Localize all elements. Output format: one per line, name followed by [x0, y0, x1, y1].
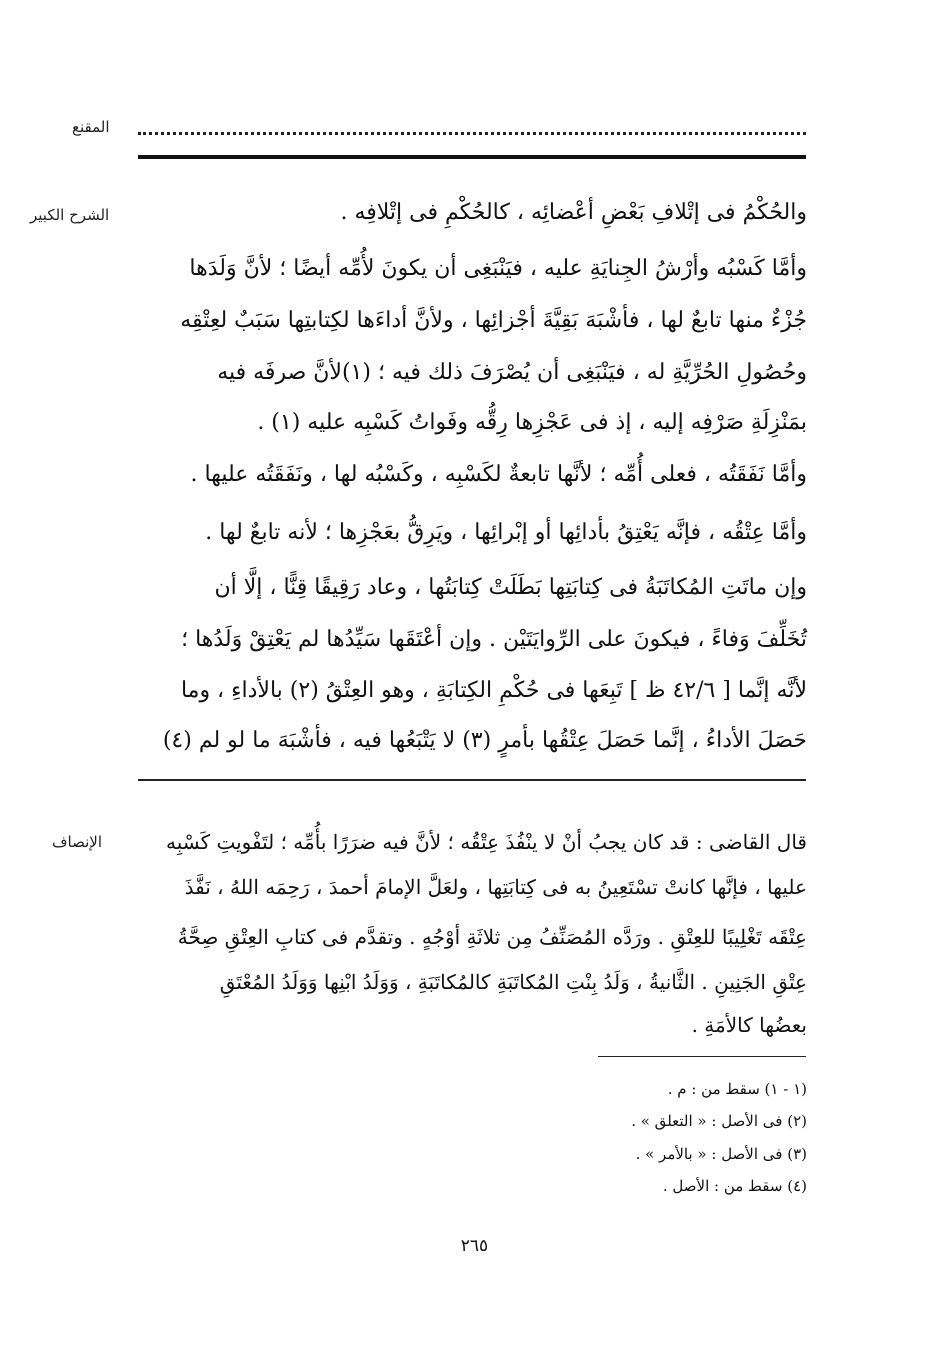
sharh-line: جُزْءٌ منها تابعٌ لها ، فأشْبَهَ بَقِيَّةَ أجْزائِها ، ولأنَّ أداءَها لكِتابتِها سَبَبٌ لعِتْقِه [180, 308, 807, 333]
header-rule [138, 155, 806, 159]
footnote: (٢) فى الأصل : « التعلق » . [631, 1112, 807, 1130]
sharh-line: وأمَّا عِتْقُه ، فإنَّه يَعْتِقُ بأدائِها أو إبْرائِها ، ويَرِقُّ بعَجْزِها ؛ لأنه تابعٌ لها . [205, 520, 807, 545]
sharh-line: تُخَلِّفَ وَفاءً ، فيكونَ على الرِّوايَتَيْن . وإن أعْتَقَها سَيِّدُها لم يَعْتِقْ وَلَدُها ؛ [181, 627, 807, 652]
insaf-line: عليها ، فإنَّها كانتْ تسْتَعِينُ به فى كِتابَتِها ، ولعَلَّ الإمامَ أحمدَ ، رَحِمَه اللهُ ، نَفَّذَ [184, 875, 807, 899]
sharh-line: وإن ماتَتِ المُكاتَبَةُ فى كِتابَتِها بَطَلَتْ كِتابَتُها ، وعاد رَقِيقًا قِنًّا ، إلَّا أن [214, 575, 807, 600]
footnote: (١ - ١) سقط من : م . [667, 1080, 807, 1098]
page-number: ٢٦٥ [460, 1236, 489, 1256]
header-dotted-leader [138, 118, 806, 135]
sharh-line: وحُصُولِ الحُرِّيَّةِ له ، فيَنْبَغِى أن يُصْرَفَ ذلك فيه ؛ (١)لأنَّ صرفَه فيه [217, 360, 807, 385]
insaf-line: قال القاضى : قد كان يجبُ أنْ لا ينْفُذَ عِتْقُه ؛ لأنَّ فيه ضرَرًا بأُمِّه ؛ لتَفْويتِ كَسْبِه [165, 830, 807, 854]
insaf-line: عِتْقِ الجَنِينِ . الثَّانيةُ ، وَلَدُ بِنْتِ المُكاتَبَةِ كالمُكاتَبَةِ ، وَوَلَدُ ابْنِها وَوَلَدُ المُعْتَقِ [219, 970, 807, 994]
sharh-line: وأمَّا نَفَقَتُه ، فعلى أُمِّه ؛ لأنَّها تابعةٌ لكَسْبِه ، وكَسْبُه لها ، ونَفَقَتُه عليها . [190, 462, 807, 487]
insaf-line: عِتْقَه تَغْلِيبًا للعِتْقِ . ورَدَّه المُصَنِّفُ مِن ثلاثَةِ أوْجُهٍ . وتقدَّم فى كتابِ العِتْقِ صِحَّةُ [177, 925, 807, 949]
section-divider [138, 779, 806, 781]
footnote: (٤) سقط من : الأصل . [662, 1177, 807, 1195]
sharh-line: وأمَّا كَسْبُه وأرْشُ الجِنايَةِ عليه ، فيَنْبَغِى أن يكونَ لأُمِّه أيضًا ؛ لأنَّ وَلَدَها [189, 256, 807, 281]
footnote: (٣) فى الأصل : « بالأمر » . [635, 1145, 807, 1163]
running-title: المقنع [72, 118, 110, 136]
margin-label-sharh: الشرح الكبير [30, 206, 110, 224]
margin-label-insaf: الإنصاف [52, 833, 103, 851]
sharh-line: حَصَلَ الأداءُ ، إنَّما حَصَلَ عِتْقُها بأمرٍ (٣) لا يَتْبَعُها فيه ، فأشْبَهَ ما لو لم (٤) [162, 728, 807, 753]
sharh-line: لأنَّه إنَّما [ ٤٢/٦ ظ ] تَبِعَها فى حُكْمِ الكِتابَةِ ، وهو العِتْقُ (٢) بالأداءِ ، وما [180, 678, 807, 703]
insaf-line: بعضُها كالأمَةِ . [691, 1013, 807, 1037]
sharh-line: والحُكْمُ فى إتْلافِ بَعْضِ أعْضائِه ، كالحُكْمِ فى إتْلافِه . [340, 200, 807, 225]
sharh-line: بمَنْزِلَةِ صَرْفِه إليه ، إذ فى عَجْزِها رِقُّه وفَواتُ كَسْبِه عليه (١) . [257, 410, 807, 435]
footnote-rule [598, 1056, 806, 1057]
